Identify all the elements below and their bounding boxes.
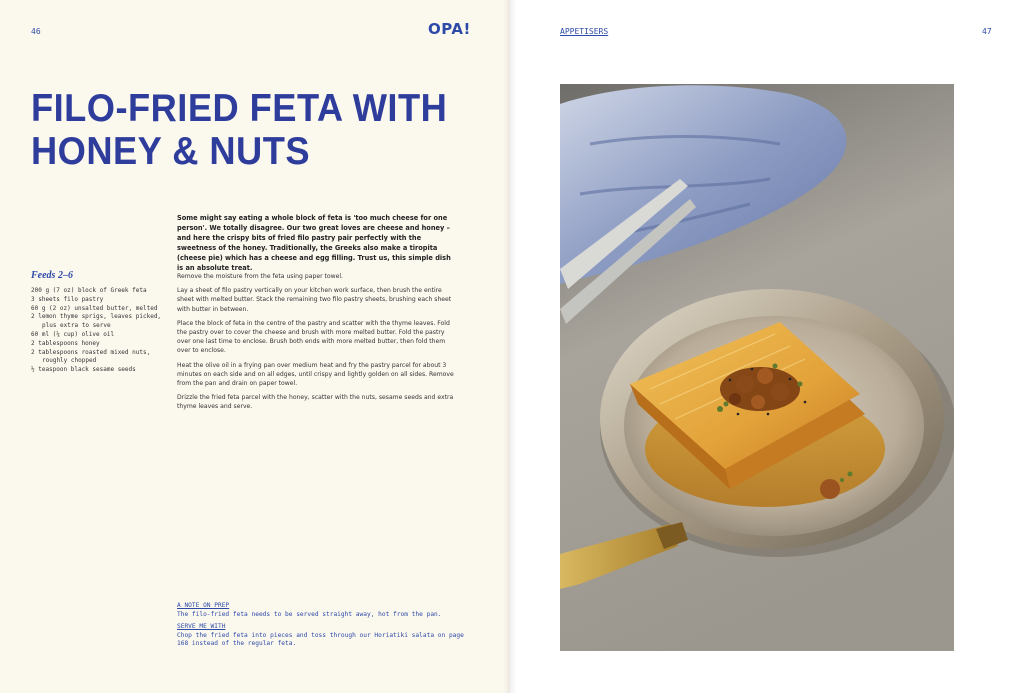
- ingredient-item: 2 lemon thyme sprigs, leaves picked, plus extra to serve: [31, 313, 162, 330]
- ingredient-item: 60 g (2 oz) unsalted butter, melted: [31, 304, 158, 312]
- recipe-notes: [177, 602, 477, 649]
- method-step: Heat the olive oil in a frying pan over medium heat and fry the pastry parcel for about 3 minutes on each side and on all edges, until crispy and lightly golden on all sides. Remove from the pan and drain on paper towel.: [177, 361, 454, 388]
- note-text-serve: Chop the fried feta into pieces and toss through our Horiatiki salata on page 168 instead of the regular feta.: [177, 631, 464, 648]
- note-heading-prep: A NOTE ON PREP: [177, 602, 230, 609]
- recipe-intro: Some might say eating a whole block of feta is 'too much cheese for one person'. We totally disagree. Our two great loves are cheese and honey – and here the crispy bits of fried filo pastry pair perfectly with the sweetness of the honey. Traditionally, the Greeks also make a tiropita (cheese pie) which has a cheese and egg filling. Trust us, this simple dish is an absolute treat.: [177, 214, 451, 272]
- recipe-title-line-1: FILO-FRIED FETA WITH: [31, 87, 448, 130]
- serves-label: Feeds 2–6: [31, 270, 73, 281]
- recipe-title: [31, 87, 448, 173]
- book-logo: OPA!: [428, 20, 471, 38]
- method-step: Place the block of feta in the centre of the pastry and scatter with the thyme leaves. Fold the pastry over to cover the cheese and brush with more melted butter. Fold the pastry over one last time to enclose. Brush both ends with more melted butter, then fold them over to enclose.: [177, 319, 450, 355]
- ingredient-item: 2 tablespoons honey: [31, 339, 100, 347]
- food-photo: [560, 84, 954, 651]
- ingredient-item: 2 tablespoons roasted mixed nuts, roughly chopped: [31, 348, 151, 365]
- ingredient-item: 3 sheets filo pastry: [31, 295, 104, 303]
- ingredient-item: 60 ml (¼ cup) olive oil: [31, 330, 115, 338]
- food-photo-illustration: [560, 84, 954, 651]
- method-step: Drizzle the fried feta parcel with the honey, scatter with the nuts, sesame seeds and extra thyme leaves and serve.: [177, 394, 454, 411]
- right-page-number: 47: [982, 27, 992, 36]
- method-steps: [177, 272, 459, 417]
- method-step: Lay a sheet of filo pastry vertically on your kitchen work surface, then brush the entire sheet with melted butter. Stack the remaining two filo pastry sheets, brushing each sheet with butter in between.: [177, 287, 452, 313]
- ingredient-item: 200 g (7 oz) block of Greek feta: [31, 287, 147, 294]
- method-step: Remove the moisture from the feta using paper towel.: [177, 273, 343, 280]
- note-text-prep: The filo-fried feta needs to be served straight away, hot from the pan.: [177, 610, 442, 618]
- ingredient-item: ½ teaspoon black sesame seeds: [31, 366, 136, 374]
- note-heading-serve: SERVE ME WITH: [177, 623, 226, 631]
- recipe-title-line-2: HONEY & NUTS: [31, 130, 310, 173]
- book-gutter: [503, 0, 517, 693]
- section-link-appetisers[interactable]: APPETISERS: [560, 27, 609, 36]
- ingredient-list: [31, 287, 171, 375]
- left-page-number: 46: [31, 27, 41, 36]
